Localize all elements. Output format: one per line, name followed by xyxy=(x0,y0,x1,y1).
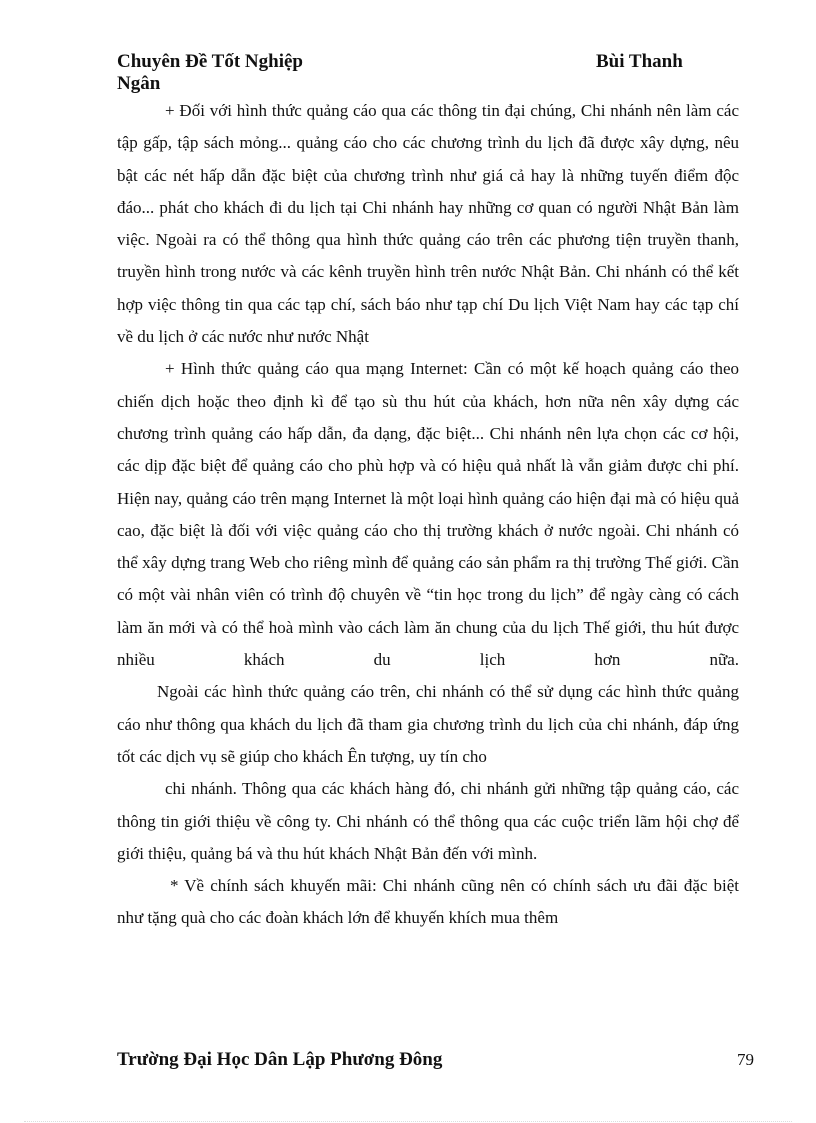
page-number: 79 xyxy=(737,1050,754,1069)
paragraph-promotion: * Về chính sách khuyến mãi: Chi nhánh cũng nên có chính sách ưu đãi đặc biệt như tặng quà cho các đoàn khách lớn để khuyến khích mua thêm xyxy=(117,876,739,928)
paragraph-customers: chi nhánh. Thông qua các khách hàng đó, chi nhánh gửi những tập quảng cáo, các thông tin giới thiệu về công ty. Chi nhánh có thể thông qua các cuộc triển lãm hội chợ để giới thiệu, quảng bá và thu hút khách Nhật Bản đến với mình. xyxy=(117,779,739,863)
paragraph-other-forms: Ngoài các hình thức quảng cáo trên, chi nhánh có thể sử dụng các hình thức quảng cáo như thông qua khách du lịch đã tham gia chương trình du lịch của chi nhánh, đáp ứng tốt các dịch vụ sẽ giúp cho khách Ên tượng, uy tín cho xyxy=(117,682,739,766)
paragraph-internet: + Hình thức quảng cáo qua mạng Internet: Cần có một kế hoạch quảng cáo theo chiến dịch hoặc theo định kì để tạo sù thu hút của khách, hơn nữa nên xây dựng các chương trình quảng cáo hấp dẫn, đa dạng, đặc biệt... Chi nhánh nên lựa chọn các cơ hội, các dịp đặc biệt để quảng cáo cho phù hợp và có hiệu quả nhất là vẫn giảm được chi phí. Hiện nay, quảng cáo trên mạng Internet là một loại hình quảng cáo hiện đại mà có hiệu quả cao, đặc biệt là đối với việc quảng cáo cho thị trường khách ở nước ngoài. Chi nhánh có thể xây dựng trang Web cho riêng mình để quảng cáo sản phẩm ra thị trường Thế giới. Cần có một vài nhân viên có trình độ chuyên về “tin học trong du lịch” để ngày càng có cách làm ăn mới và có thể hoà mình vào cách làm ăn chung của du lịch Thế giới, thu hút được nhiều khách du lịch hơn nữa. xyxy=(117,359,739,670)
header-author-wrap: Ngân xyxy=(117,73,161,94)
document-body xyxy=(117,95,739,935)
header-title: Chuyên Đề Tốt Nghiệp xyxy=(117,51,303,72)
footer-school: Trường Đại Học Dân Lập Phương Đông xyxy=(117,1049,443,1070)
page-bottom-divider xyxy=(24,1121,792,1122)
paragraph-mass-media: + Đối với hình thức quảng cáo qua các thông tin đại chúng, Chi nhánh nên làm các tập gấp, tập sách mỏng... quảng cáo cho các chương trình du lịch đã được xây dựng, nêu bật các nét hấp dẫn đặc biệt của chương trình như giá cả hay là những tuyến điểm độc đáo... phát cho khách đi du lịch tại Chi nhánh hay những cơ quan có người Nhật Bản làm việc. Ngoài ra có thể thông qua hình thức quảng cáo trên các phương tiện truyền thanh, truyền hình trong nước và các kênh truyền hình trên nước Nhật Bản. Chi nhánh có thể kết hợp việc thông tin qua các tạp chí, sách báo như tạp chí Du lịch Việt Nam hay các tạp chí về du lịch ở các nước như nước Nhật xyxy=(117,101,739,347)
header-author: Bùi Thanh xyxy=(596,51,683,72)
